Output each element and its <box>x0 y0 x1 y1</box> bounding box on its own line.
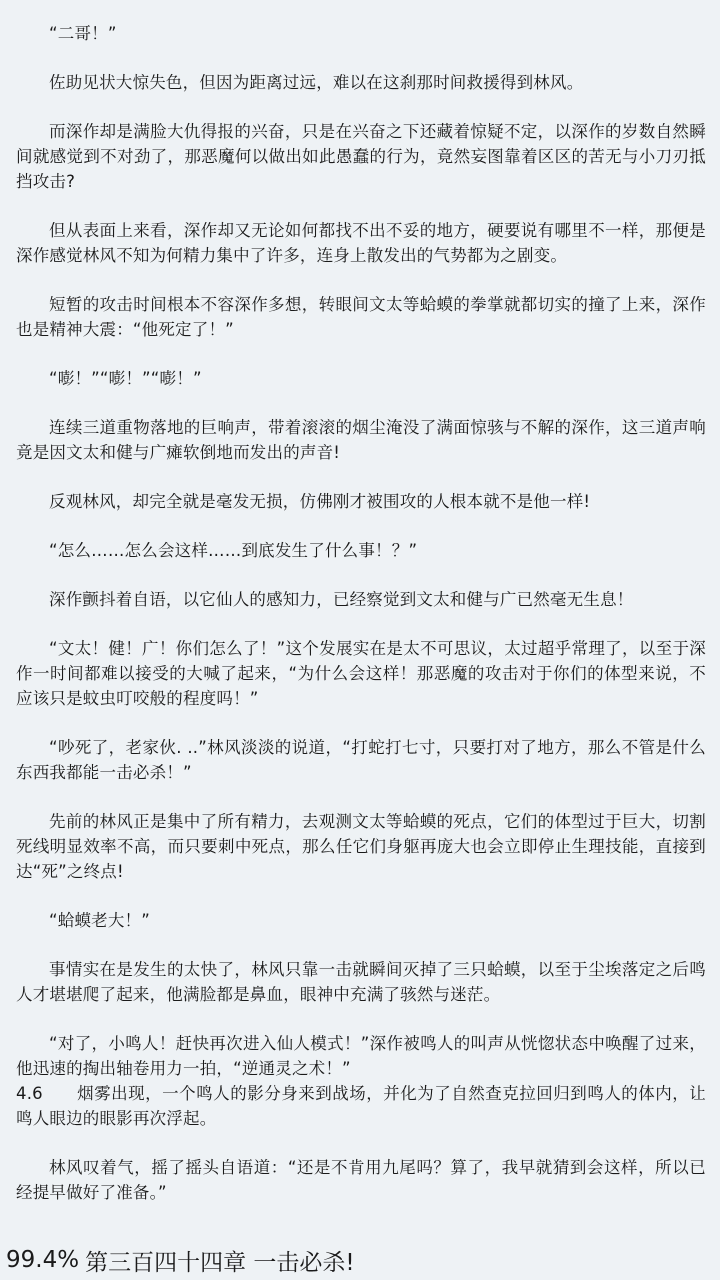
paragraph: “嘭！”“嘭！”“嘭！” <box>49 369 202 388</box>
paragraph: “对了，小鸣人！赶快再次进入仙人模式！”深作被鸣人的叫声从恍惚状态中唤醒了过来，他迅速的掏出轴卷用力一拍，“逆通灵之术！” <box>16 1034 706 1078</box>
paragraph: 连续三道重物落地的巨响声，带着滚滚的烟尘淹没了满面惊骇与不解的深作，这三道声响竟是因文太和健与广瘫软倒地而发出的声音! <box>16 418 706 462</box>
paragraph: “文太！健！广！你们怎么了！”这个发展实在是太不可思议，太过超乎常理了，以至于深作一时间都难以接受的大喊了起来，“为什么会这样！那恶魔的攻击对于你们的体型来说，不应该只是蚊虫叮咬般的程度吗！” <box>16 639 706 708</box>
reading-progress: 99.4% <box>6 1247 80 1273</box>
paragraph: “吵死了，老家伙. ..”林风淡淡的说道，“打蛇打七寸，只要打对了地方，那么不管是什么东西我都能一击必杀！” <box>16 738 706 782</box>
paragraph: 而深作却是满脸大仇得报的兴奋，只是在兴奋之下还藏着惊疑不定，以深作的岁数自然瞬间就感觉到不对劲了，那恶魔何以做出如此愚蠢的行为，竟然妄图靠着区区的苦无与小刀刃抵挡攻击? <box>16 122 706 191</box>
paragraph: 佐助见状大惊失色，但因为距离过远，难以在这刹那时间救援得到林风。 <box>49 73 584 92</box>
chapter-title: 第三百四十四章 一击必杀! <box>85 1249 355 1276</box>
paragraph: 先前的林风正是集中了所有精力，去观测文太等蛤蟆的死点，它们的体型过于巨大，切割死线明显效率不高，而只要刺中死点，那么任它们身躯再庞大也会立即停止生理技能，直接到达“死”之终点! <box>16 812 706 881</box>
paragraph: “二哥！” <box>49 24 117 43</box>
status-bar <box>0 1240 720 1280</box>
paragraph: “怎么……怎么会这样……到底发生了什么事！？” <box>49 541 418 560</box>
paragraph: 反观林风，却完全就是毫发无损，仿佛刚才被围攻的人根本就不是他一样! <box>49 492 591 511</box>
paragraph: “蛤蟆老大！” <box>49 911 150 930</box>
paragraph: 深作颤抖着自语，以它仙人的感知力，已经察觉到文太和健与广已然毫无生息！ <box>49 590 634 609</box>
paragraph: 短暂的攻击时间根本不容深作多想，转眼间文太等蛤蟆的拳掌就都切实的撞了上来，深作也是精神大震：“他死定了！” <box>16 295 706 339</box>
paragraph: 但从表面上来看，深作却又无论如何都找不出不妥的地方，硬要说有哪里不一样，那便是深作感觉林风不知为何精力集中了许多，连身上散发出的气势都为之剧变。 <box>16 221 706 265</box>
paragraph: 林风叹着气，摇了摇头自语道：“还是不肯用九尾吗？算了，我早就猜到会这样，所以已经提早做好了准备。” <box>16 1158 706 1202</box>
paragraph: 4.6 烟雾出现，一个鸣人的影分身来到战场，并化为了自然查克拉回归到鸣人的体内，让鸣人眼边的眼影再次浮起。 <box>16 1084 706 1128</box>
paragraph: 事情实在是发生的太快了，林风只靠一击就瞬间灭掉了三只蛤蟆，以至于尘埃落定之后鸣人才堪堪爬了起来，他满脸都是鼻血，眼神中充满了骇然与迷茫。 <box>16 960 706 1004</box>
